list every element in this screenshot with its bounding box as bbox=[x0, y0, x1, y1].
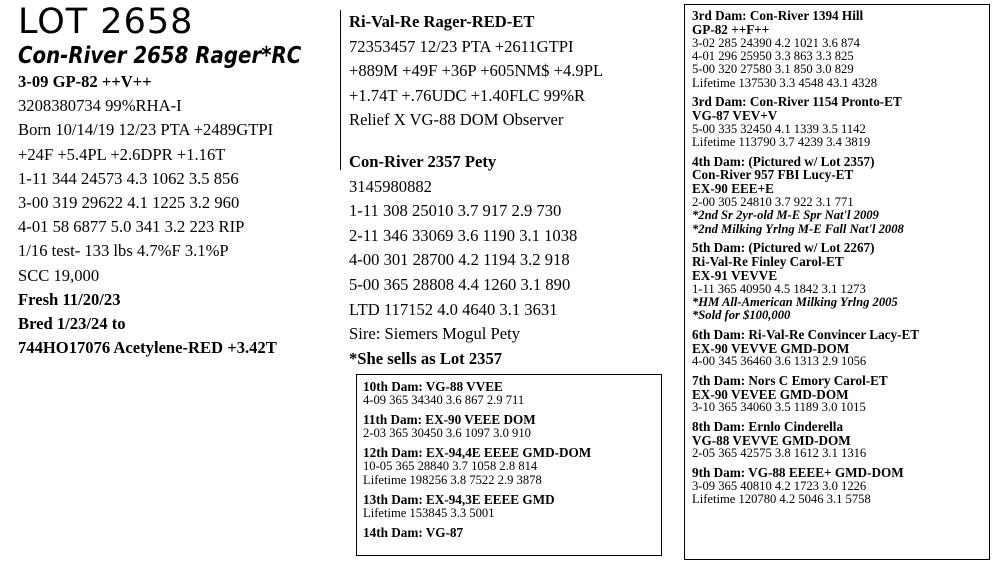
dam-heading: 5th Dam: (Pictured w/ Lot 2267) bbox=[692, 240, 875, 256]
dam-heading: EX-90 VEVEE GMD-DOM bbox=[692, 386, 849, 402]
award-note: *2nd Sr 2yr-old M-E Spr Nat'l 2009 bbox=[692, 208, 879, 223]
record-line: 3-09 GP-82 ++V++ bbox=[18, 72, 152, 91]
record-line: 3208380734 99%RHA-I bbox=[18, 96, 182, 116]
dam-record-line: Lifetime 153845 3.3 5001 bbox=[363, 505, 495, 520]
dam-heading: Ri-Val-Re Finley Carol-ET bbox=[692, 254, 844, 270]
award-note: *2nd Milking Yrlng M-E Fall Nat'l 2008 bbox=[692, 221, 904, 236]
dam-heading: 10th Dam: VG-88 VVEE bbox=[363, 379, 503, 394]
dam-record-line: Lifetime 137530 3.3 4548 43.1 4328 bbox=[692, 75, 878, 90]
record-line: Born 10/14/19 12/23 PTA +2489GTPI bbox=[18, 120, 274, 140]
dam-heading: 6th Dam: Ri-Val-Re Convincer Lacy-ET bbox=[692, 326, 920, 342]
sire-detail-line: Relief X VG-88 DOM Observer bbox=[349, 110, 564, 130]
sire-details bbox=[349, 35, 679, 133]
dam-detail-line: Sire: Siemers Mogul Pety bbox=[349, 324, 521, 344]
dam-record-line: 2-00 305 24810 3.7 922 3.1 771 bbox=[692, 195, 854, 210]
pedigree-box-lower-dams bbox=[356, 374, 662, 556]
dam-record-line: Lifetime 198256 3.8 7522 2.9 3878 bbox=[363, 472, 542, 487]
dam-heading: 3rd Dam: Con-River 1394 Hill bbox=[692, 8, 864, 23]
dam-record-line: 5-00 320 27580 3.1 850 3.0 829 bbox=[692, 62, 854, 77]
award-note: *Sold for $100,000 bbox=[692, 308, 791, 323]
sire-detail-line: 72353457 12/23 PTA +2611GTPI bbox=[349, 36, 574, 56]
dam-record-line: 3-02 285 24390 4.2 1021 3.6 874 bbox=[692, 35, 860, 50]
dam-heading: 14th Dam: VG-87 bbox=[363, 525, 464, 541]
dam-heading: 3rd Dam: Con-River 1154 Pronto-ET bbox=[692, 94, 902, 110]
record-line: +24F +5.4PL +2.6DPR +1.16T bbox=[18, 144, 226, 164]
column-divider bbox=[340, 10, 341, 170]
dam-record-line: 4-09 365 34340 3.6 867 2.9 711 bbox=[363, 392, 525, 407]
dam-details bbox=[349, 175, 679, 347]
record-line: 1-11 344 24573 4.3 1062 3.5 856 bbox=[18, 168, 239, 188]
dam-heading: 7th Dam: Nors C Emory Carol-ET bbox=[692, 372, 888, 388]
dam-heading: 13th Dam: EX-94,3E EEEE GMD bbox=[363, 492, 555, 508]
dam-record-line: 3-10 365 34060 3.5 1189 3.0 1015 bbox=[692, 400, 866, 415]
award-note: *HM All-American Milking Yrlng 2005 bbox=[692, 295, 898, 310]
dam-heading: GP-82 ++F++ bbox=[692, 21, 770, 37]
lot-number-title: LOT 2658 bbox=[18, 2, 194, 42]
record-line: SCC 19,000 bbox=[18, 265, 100, 285]
sire-name: Ri-Val-Re Rager-RED-ET bbox=[349, 12, 535, 31]
record-line: 1/16 test- 133 lbs 4.7%F 3.1%P bbox=[18, 241, 229, 261]
record-line: 3-00 319 29622 4.1 1225 3.2 960 bbox=[18, 193, 240, 213]
dam-detail-line: 4-00 301 28700 4.2 1194 3.2 918 bbox=[349, 250, 570, 270]
record-line: Bred 1/23/24 to bbox=[18, 314, 126, 334]
pedigree-box-upper-dams bbox=[684, 4, 990, 560]
animal-record-lines bbox=[18, 70, 336, 360]
dam-heading: EX-90 EEE+E bbox=[692, 181, 774, 197]
sells-note: *She sells as Lot 2357 bbox=[349, 348, 503, 368]
sire-detail-line: +889M +49F +36P +605NM$ +4.9PL bbox=[349, 61, 604, 81]
dam-record-line: 4-00 345 36460 3.6 1313 2.9 1056 bbox=[692, 354, 867, 369]
dam-heading: VG-88 VEVVE GMD-DOM bbox=[692, 432, 851, 448]
dam-record-line: 5-00 335 32450 4.1 1339 3.5 1142 bbox=[692, 121, 866, 136]
dam-record-line: 10-05 365 28840 3.7 1058 2.8 814 bbox=[363, 459, 538, 474]
dam-heading: 9th Dam: VG-88 EEEE+ GMD-DOM bbox=[692, 464, 904, 480]
dam-heading: EX-90 VEVVE GMD-DOM bbox=[692, 340, 850, 356]
record-line: 744HO17076 Acetylene-RED +3.42T bbox=[18, 338, 277, 358]
dam-record-line: 1-11 365 40950 4.5 1842 3.1 1273 bbox=[692, 281, 866, 296]
lot-main-column bbox=[18, 0, 336, 360]
dam-heading: Con-River 957 FBI Lucy-ET bbox=[692, 167, 854, 183]
dam-detail-line: 1-11 308 25010 3.7 917 2.9 730 bbox=[349, 201, 562, 221]
dam-record-line: Lifetime 120780 4.2 5046 3.1 5758 bbox=[692, 492, 871, 507]
animal-name: Con-River 2658 Rager*RC bbox=[18, 43, 302, 69]
dam-heading: 8th Dam: Ernlo Cinderella bbox=[692, 418, 844, 434]
dam-record-line: 2-03 365 30450 3.6 1097 3.0 910 bbox=[363, 426, 531, 440]
dam-detail-line: 3145980882 bbox=[349, 176, 432, 196]
dam-heading: 4th Dam: (Pictured w/ Lot 2357) bbox=[692, 153, 875, 169]
dam-record-line: 3-09 365 40810 4.2 1723 3.0 1226 bbox=[692, 478, 867, 493]
dam-record-line: Lifetime 113790 3.7 4239 3.4 3819 bbox=[692, 135, 871, 150]
dam-name: Con-River 2357 Pety bbox=[349, 151, 497, 171]
dam-detail-line: 5-00 365 28808 4.4 1260 3.1 890 bbox=[349, 274, 571, 294]
dam-heading: VG-87 VEV+V bbox=[692, 108, 778, 124]
sire-detail-line: +1.74T +.76UDC +1.40FLC 99%R bbox=[349, 85, 586, 105]
dam-record-line: 2-05 365 42575 3.8 1612 3.1 1316 bbox=[692, 446, 867, 461]
dam-record-line: 4-01 296 25950 3.3 863 3.3 825 bbox=[692, 49, 854, 63]
dam-heading: 12th Dam: EX-94,4E EEEE GMD-DOM bbox=[363, 445, 592, 461]
dam-heading: 11th Dam: EX-90 VEEE DOM bbox=[363, 412, 536, 428]
sire-dam-column bbox=[349, 10, 679, 371]
record-line: 4-01 58 6877 5.0 341 3.2 223 RIP bbox=[18, 217, 245, 237]
dam-detail-line: 2-11 346 33069 3.6 1190 3.1 1038 bbox=[349, 225, 578, 245]
record-line: Fresh 11/20/23 bbox=[18, 289, 121, 309]
dam-detail-line: LTD 117152 4.0 4640 3.1 3631 bbox=[349, 299, 558, 319]
dam-heading: EX-91 VEVVE bbox=[692, 267, 778, 283]
